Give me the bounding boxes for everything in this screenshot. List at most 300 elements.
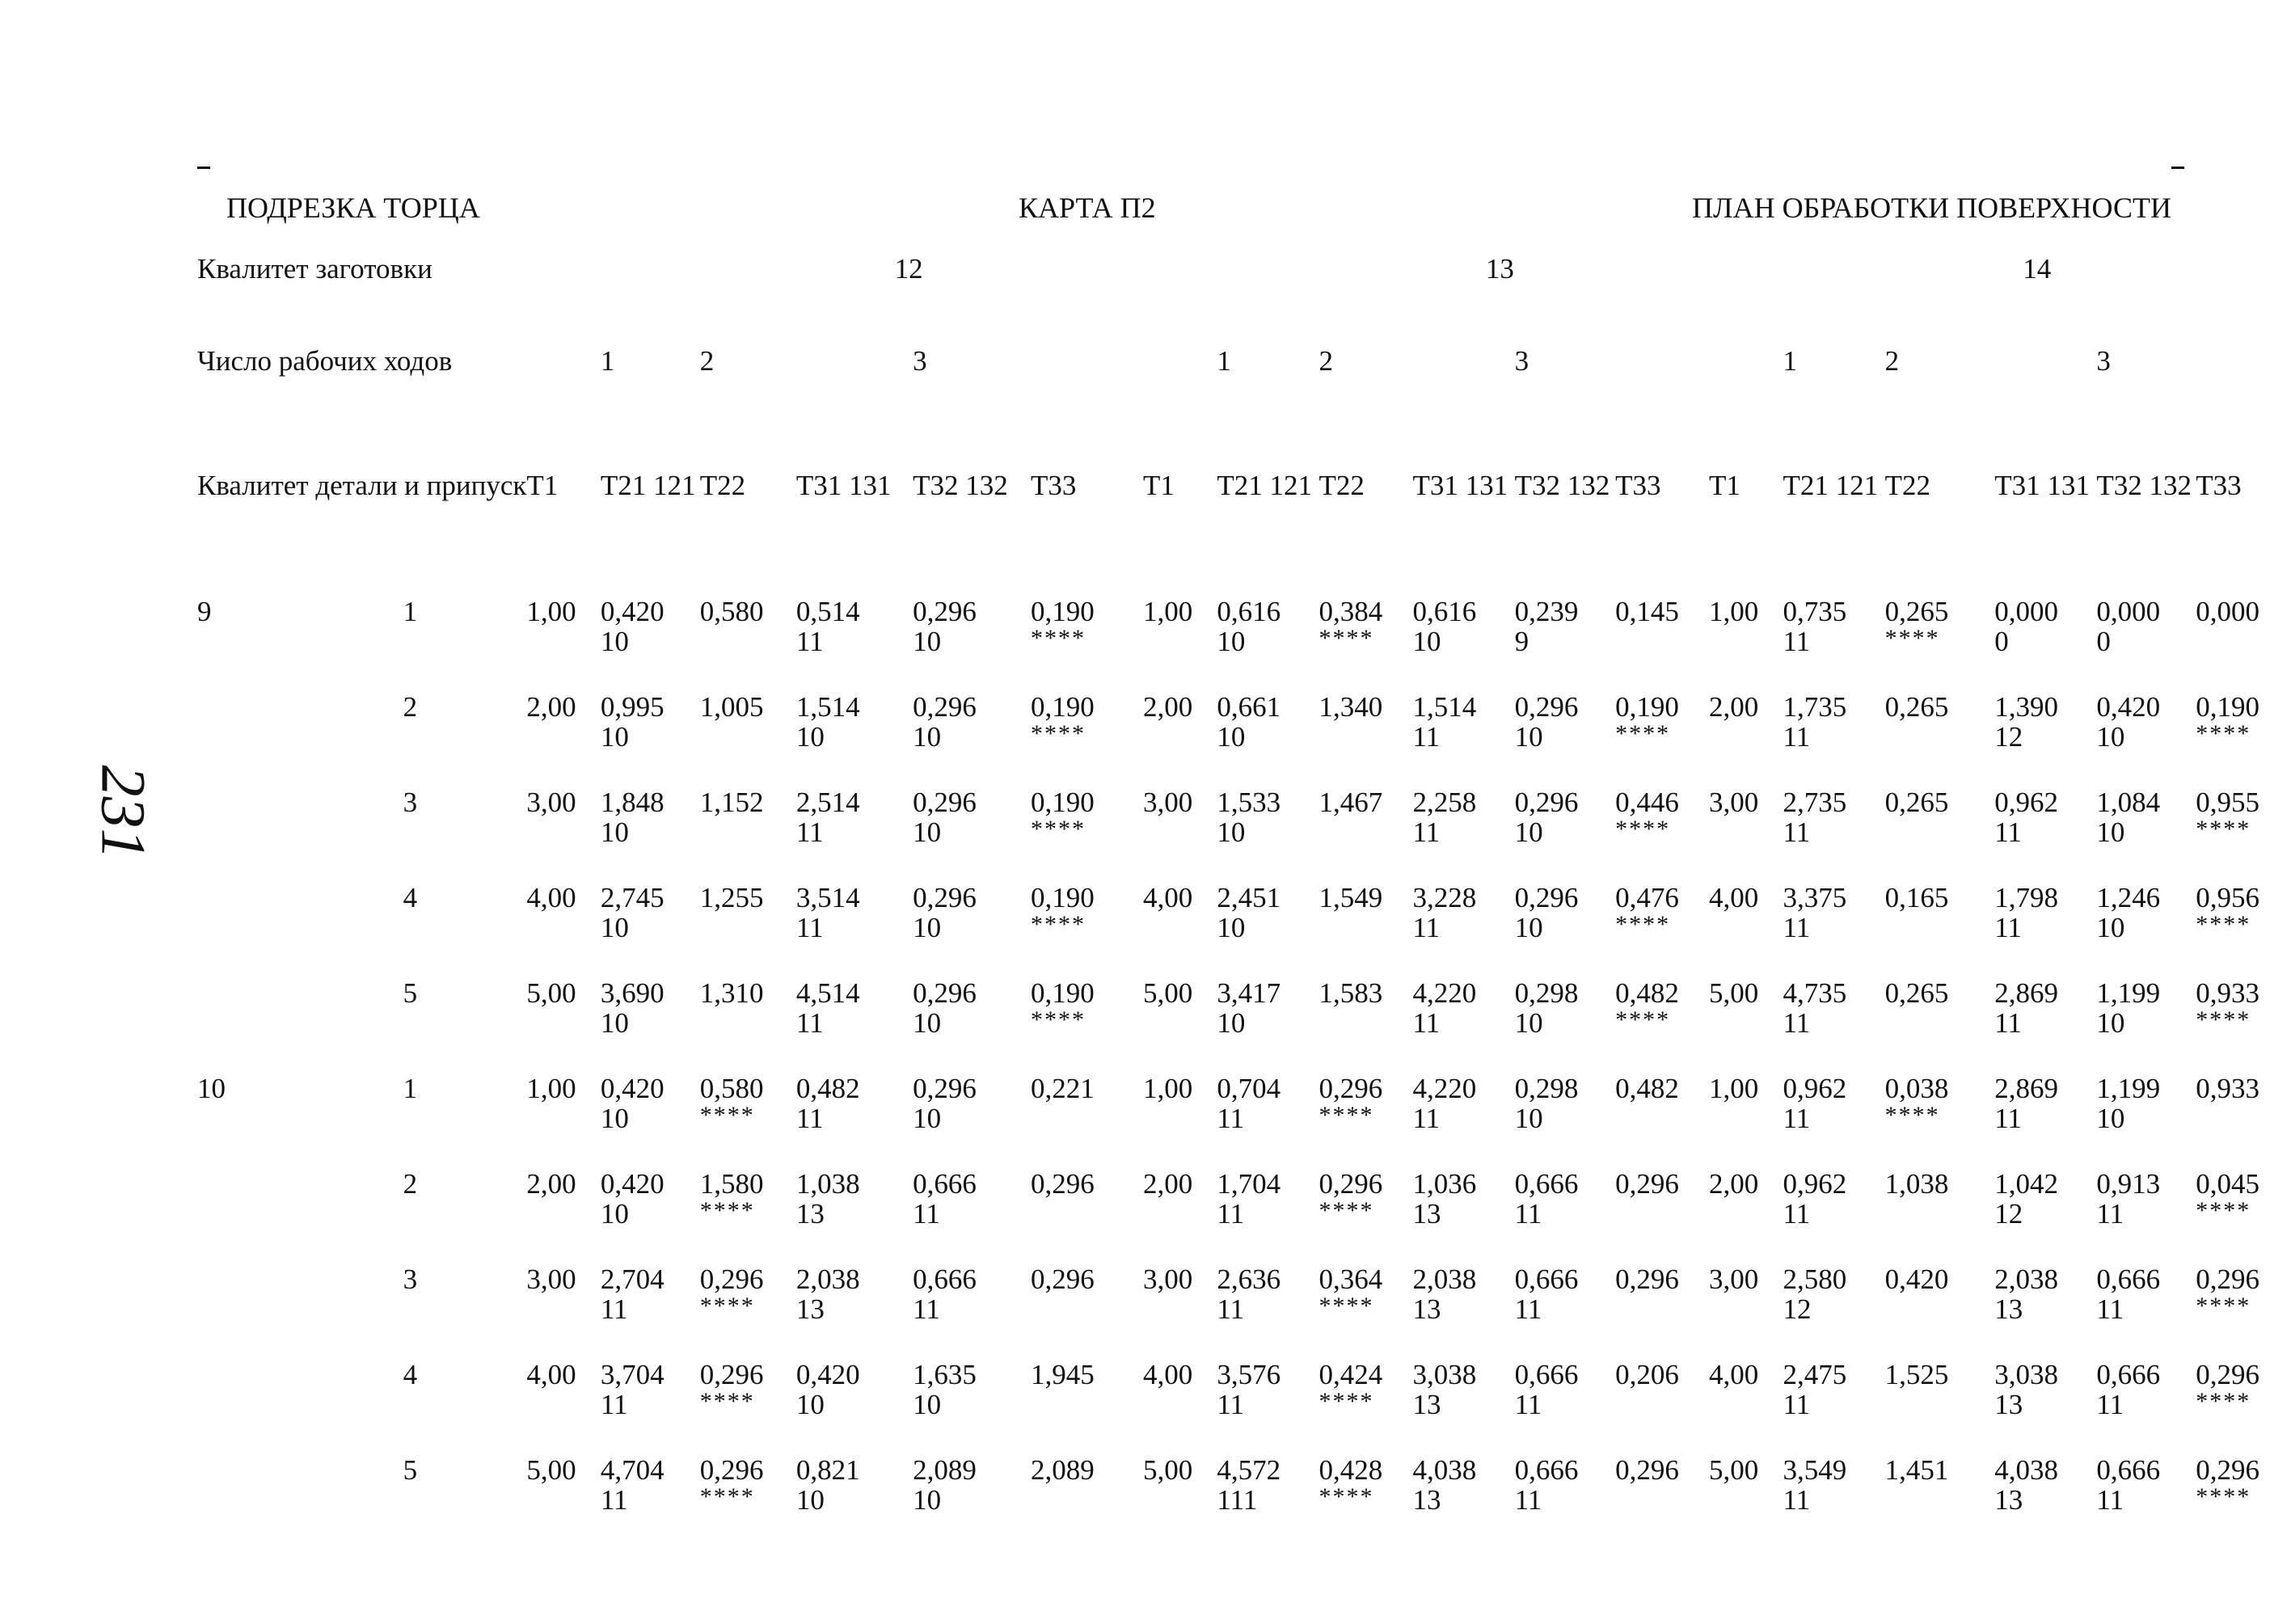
allowance-value: 2,089 [913, 1454, 977, 1486]
value-cell [1709, 878, 1783, 973]
allowance-value: 4,572 [1217, 1454, 1281, 1486]
achieved-quality-value: 10 [1412, 626, 1441, 657]
value-cell [2196, 878, 2291, 973]
value-cell [1319, 782, 1413, 878]
pass-number-cell: 5 [403, 977, 418, 1009]
value-cell [1031, 1259, 1143, 1355]
allowance-value: 4,00 [1709, 1359, 1759, 1390]
achieved-quality-value: 10 [1514, 816, 1543, 848]
part-quality-cell [197, 1259, 403, 1355]
allowance-value: 0,165 [1884, 882, 1949, 913]
allowance-value: 0,913 [2096, 1168, 2161, 1200]
value-cell [913, 1259, 1031, 1355]
achieved-quality-value: 11 [795, 1103, 824, 1134]
allowance-value: 1,848 [600, 787, 665, 818]
value-cell [796, 1450, 913, 1546]
allowance-value: 0,666 [1514, 1454, 1579, 1486]
achieved-quality-value: 11 [1783, 626, 1811, 657]
allowance-value: 0,296 [1615, 1454, 1679, 1486]
value-cell [1515, 1450, 1616, 1546]
value-cell [601, 592, 700, 687]
pass-number-cell: 2 [403, 1168, 418, 1200]
achieved-quality-value: 11 [600, 1389, 628, 1420]
part-quality-cell [197, 687, 403, 782]
passes-row [197, 343, 2291, 467]
achieved-quality-value: 11 [1783, 1198, 1811, 1230]
quality-unachievable-mark: **** [2196, 1006, 2251, 1033]
quality-unachievable-mark: **** [1615, 816, 1671, 842]
achieved-quality-value: 11 [2096, 1293, 2124, 1325]
achieved-quality-value: 11 [795, 626, 824, 657]
value-cell [2096, 1450, 2196, 1546]
allowance-value: 1,635 [913, 1359, 977, 1390]
pass-count-13-2: 2 [1318, 345, 1334, 377]
value-cell [1143, 1069, 1217, 1164]
allowance-value: 0,190 [1031, 977, 1095, 1009]
quality-unachievable-mark: **** [699, 1293, 755, 1319]
allowance-value: 0,476 [1615, 882, 1679, 913]
allowance-value: 0,296 [913, 787, 977, 818]
achieved-quality-value: 11 [913, 1293, 940, 1325]
allowance-value: 0,482 [1615, 977, 1679, 1009]
table-row [197, 1355, 2291, 1450]
value-cell [1319, 1259, 1413, 1355]
achieved-quality-value: 0 [1994, 626, 2009, 657]
achieved-quality-value: 11 [1412, 816, 1441, 848]
allowance-value: 1,084 [2096, 787, 2161, 818]
allowance-value: 1,00 [1709, 1073, 1759, 1104]
achieved-quality-value: 10 [913, 721, 942, 753]
allowance-value: 0,661 [1217, 691, 1281, 723]
achieved-quality-value: 10 [2096, 816, 2125, 848]
table-row [197, 782, 2291, 878]
value-cell [1709, 1164, 1783, 1259]
value-cell [1615, 973, 1709, 1069]
value-cell [1994, 973, 2096, 1069]
table-row [197, 1450, 2291, 1546]
value-cell [913, 973, 1031, 1069]
allowance-value: 1,038 [1884, 1168, 1949, 1200]
value-cell [1031, 1069, 1143, 1164]
achieved-quality-value: 0 [2096, 626, 2111, 657]
value-cell [1319, 1069, 1413, 1164]
value-cell [1319, 878, 1413, 973]
allowance-value: 1,451 [1884, 1454, 1949, 1486]
allowance-value: 0,145 [1615, 596, 1679, 627]
allowance-value: 4,220 [1412, 977, 1477, 1009]
achieved-quality-value: 10 [2096, 912, 2125, 943]
column-header-12-2: Т21 121 [600, 470, 696, 501]
allowance-value: 3,514 [795, 882, 860, 913]
value-cell [1031, 1450, 1143, 1546]
allowance-value: 5,00 [1709, 977, 1759, 1009]
achieved-quality-value: 13 [1412, 1484, 1441, 1516]
allowance-value: 1,533 [1217, 787, 1281, 818]
part-quality-cell: 10 [197, 1073, 226, 1104]
value-cell [2096, 878, 2196, 973]
allowance-value: 2,745 [600, 882, 665, 913]
achieved-quality-value: 10 [913, 1389, 942, 1420]
value-cell [700, 1450, 796, 1546]
value-cell [700, 782, 796, 878]
allowance-value: 4,00 [1142, 1359, 1193, 1390]
allowance-value: 0,296 [1615, 1168, 1679, 1200]
allowance-value: 1,583 [1318, 977, 1383, 1009]
value-cell [526, 973, 600, 1069]
achieved-quality-value: 11 [2096, 1389, 2124, 1420]
column-header-14-1: Т1 [1709, 470, 1740, 501]
corner-mark-left [197, 167, 210, 169]
allowance-value: 3,576 [1217, 1359, 1281, 1390]
allowance-value: 0,038 [1884, 1073, 1949, 1104]
value-cell [913, 1164, 1031, 1259]
part-quality-cell [197, 1355, 403, 1450]
allowance-value: 1,704 [1217, 1168, 1281, 1200]
allowance-value: 0,265 [1884, 787, 1949, 818]
column-header-14-3: Т22 [1884, 470, 1930, 501]
allowance-value: 0,666 [913, 1168, 977, 1200]
value-cell [1217, 592, 1318, 687]
value-cell [1885, 973, 1995, 1069]
achieved-quality-value: 13 [1412, 1198, 1441, 1230]
achieved-quality-value: 12 [1994, 1198, 2023, 1230]
value-cell [1709, 973, 1783, 1069]
pass-count-14-1: 1 [1783, 345, 1797, 377]
achieved-quality-value: 11 [913, 1198, 940, 1230]
allowance-value: 2,00 [1709, 691, 1759, 723]
passes-label: Число рабочих ходов [197, 345, 453, 377]
value-cell [1615, 1069, 1709, 1164]
allowance-value: 0,704 [1217, 1073, 1281, 1104]
value-cell [796, 973, 913, 1069]
achieved-quality-value: 11 [1514, 1389, 1542, 1420]
allowance-value: 2,704 [600, 1263, 665, 1295]
part-quality-cell [197, 878, 403, 973]
allowance-value: 0,190 [1031, 787, 1095, 818]
value-cell [1143, 1164, 1217, 1259]
column-header-13-1: Т1 [1142, 470, 1175, 501]
allowance-value: 0,000 [2096, 596, 2161, 627]
value-cell [1615, 1259, 1709, 1355]
quality-unachievable-mark: **** [1318, 625, 1374, 652]
achieved-quality-value: 13 [1412, 1389, 1441, 1420]
value-cell [2196, 973, 2291, 1069]
quality-unachievable-mark: **** [1615, 911, 1671, 938]
value-cell [601, 973, 700, 1069]
value-cell [1412, 1069, 1514, 1164]
value-cell [1885, 687, 1995, 782]
value-cell [1515, 782, 1616, 878]
value-cell [1709, 1259, 1783, 1355]
allowance-value: 3,00 [1709, 787, 1759, 818]
value-cell [1885, 782, 1995, 878]
value-cell [913, 1355, 1031, 1450]
allowance-value: 0,298 [1514, 977, 1579, 1009]
value-cell [1709, 592, 1783, 687]
achieved-quality-value: 13 [795, 1198, 825, 1230]
value-cell [796, 878, 913, 973]
value-cell [1994, 592, 2096, 687]
allowance-value: 0,482 [1615, 1073, 1679, 1104]
value-cell [526, 1259, 600, 1355]
achieved-quality-value: 10 [1514, 1103, 1543, 1134]
allowance-value: 2,089 [1031, 1454, 1095, 1486]
value-cell [1615, 878, 1709, 973]
value-cell [1412, 1450, 1514, 1546]
value-cell [913, 687, 1031, 782]
value-cell [1783, 1355, 1884, 1450]
value-cell [913, 1450, 1031, 1546]
column-header-12-3: Т22 [699, 470, 746, 501]
quality-unachievable-mark: **** [1884, 625, 1940, 652]
value-cell [1217, 1259, 1318, 1355]
value-cell [1217, 687, 1318, 782]
allowance-value: 4,514 [795, 977, 860, 1009]
achieved-quality-value: 13 [1994, 1389, 2023, 1420]
achieved-quality-value: 12 [1783, 1293, 1812, 1325]
value-cell [1994, 1450, 2096, 1546]
value-cell [1885, 592, 1995, 687]
value-cell [601, 687, 700, 782]
value-cell [1143, 1259, 1217, 1355]
allowance-value: 4,220 [1412, 1073, 1477, 1104]
allowance-value: 0,420 [795, 1359, 860, 1390]
achieved-quality-value: 10 [600, 912, 629, 943]
value-cell [1412, 878, 1514, 973]
value-cell [2096, 973, 2196, 1069]
allowance-value: 0,190 [1615, 691, 1679, 723]
quality-unachievable-mark: **** [1031, 625, 1086, 652]
allowance-value: 0,296 [699, 1263, 764, 1295]
table-row [197, 687, 2291, 782]
part-quality-label: Квалитет детали и припуск [197, 470, 527, 501]
achieved-quality-value: 10 [913, 1103, 942, 1134]
allowance-value: 2,869 [1994, 1073, 2058, 1104]
value-cell [1615, 1450, 1709, 1546]
allowance-value: 1,945 [1031, 1359, 1095, 1390]
value-cell [2196, 782, 2291, 878]
allowance-value: 0,206 [1615, 1359, 1679, 1390]
allowance-value: 2,00 [526, 691, 576, 723]
value-cell [1217, 1355, 1318, 1450]
achieved-quality-value: 10 [600, 1007, 629, 1039]
pass-number-cell: 5 [403, 1454, 418, 1486]
allowance-value: 0,296 [913, 691, 977, 723]
allowance-value: 3,00 [1142, 1263, 1193, 1295]
value-cell [1143, 878, 1217, 973]
allowance-value: 0,239 [1514, 596, 1579, 627]
value-cell [796, 592, 913, 687]
allowance-value: 2,869 [1994, 977, 2058, 1009]
quality-unachievable-mark: **** [2196, 1483, 2251, 1510]
achieved-quality-value: 111 [1217, 1484, 1258, 1516]
allowance-value: 1,036 [1412, 1168, 1477, 1200]
value-cell [2196, 1355, 2291, 1450]
allowance-value: 0,616 [1412, 596, 1477, 627]
achieved-quality-value: 11 [600, 1293, 628, 1325]
allowance-value: 4,735 [1783, 977, 1847, 1009]
allowance-value: 0,420 [2096, 691, 2161, 723]
value-cell [2196, 1259, 2291, 1355]
value-cell [700, 1259, 796, 1355]
table-row [197, 1069, 2291, 1164]
allowance-value: 2,580 [1783, 1263, 1847, 1295]
part-quality-cell [197, 782, 403, 878]
value-cell [1615, 1164, 1709, 1259]
achieved-quality-value: 11 [795, 1007, 824, 1039]
value-cell [1994, 1164, 2096, 1259]
blank-quality-13: 13 [1485, 253, 1514, 285]
value-cell [1994, 782, 2096, 878]
allowance-value: 2,636 [1217, 1263, 1281, 1295]
value-cell [796, 1164, 913, 1259]
achieved-quality-value: 11 [1994, 816, 2022, 848]
allowance-value: 0,666 [1514, 1263, 1579, 1295]
achieved-quality-value: 13 [1412, 1293, 1441, 1325]
quality-unachievable-mark: **** [1615, 720, 1671, 747]
achieved-quality-value: 12 [1994, 721, 2023, 753]
value-cell [526, 782, 600, 878]
pass-number-cell: 2 [403, 691, 418, 723]
header-center-title: КАРТА П2 [1019, 192, 1156, 224]
quality-unachievable-mark: **** [1031, 1006, 1086, 1033]
value-cell [1515, 1259, 1616, 1355]
pass-number-cell: 3 [403, 1263, 418, 1295]
value-cell [1217, 1069, 1318, 1164]
value-cell [1615, 1355, 1709, 1450]
achieved-quality-value: 10 [600, 816, 629, 848]
allowance-value: 0,296 [699, 1454, 764, 1486]
quality-unachievable-mark: **** [699, 1483, 755, 1510]
allowance-value: 1,340 [1318, 691, 1383, 723]
value-cell [1994, 687, 2096, 782]
part-quality-cell [197, 1164, 403, 1259]
achieved-quality-value: 11 [795, 912, 824, 943]
column-header-12-5: Т32 132 [913, 470, 1008, 501]
pass-count-14-2: 2 [1884, 345, 1900, 377]
allowance-value: 0,956 [2196, 882, 2259, 913]
allowance-value: 1,525 [1884, 1359, 1949, 1390]
value-cell [1217, 1164, 1318, 1259]
allowance-value: 1,246 [2096, 882, 2161, 913]
value-cell [1031, 1164, 1143, 1259]
value-cell [1783, 1450, 1884, 1546]
value-cell [1515, 1355, 1616, 1450]
value-cell [796, 1259, 913, 1355]
achieved-quality-value: 10 [600, 721, 629, 753]
allowance-value: 3,00 [526, 787, 576, 818]
allowance-value: 3,00 [1142, 787, 1193, 818]
allowance-value: 0,666 [2096, 1454, 2161, 1486]
allowance-value: 0,616 [1217, 596, 1281, 627]
achieved-quality-value: 9 [1514, 626, 1529, 657]
allowance-value: 0,420 [1884, 1263, 1949, 1295]
allowance-value: 0,265 [1884, 596, 1949, 627]
achieved-quality-value: 10 [1217, 1007, 1246, 1039]
value-cell [2096, 1069, 2196, 1164]
value-cell [1709, 1450, 1783, 1546]
achieved-quality-value: 11 [1412, 1103, 1441, 1134]
value-cell [1885, 1450, 1995, 1546]
allowance-value: 2,258 [1412, 787, 1477, 818]
achieved-quality-value: 10 [913, 1007, 942, 1039]
allowance-value: 3,375 [1783, 882, 1847, 913]
allowance-value: 4,00 [1709, 882, 1759, 913]
pass-number-cell: 4 [403, 1359, 418, 1390]
value-cell [1031, 1355, 1143, 1450]
value-cell [526, 1164, 600, 1259]
allowance-value: 0,296 [2196, 1454, 2259, 1486]
achieved-quality-value: 11 [1994, 1103, 2022, 1134]
allowance-value: 0,955 [2196, 787, 2259, 818]
pass-count-12-3: 3 [913, 345, 927, 377]
value-cell [1319, 973, 1413, 1069]
allowance-value: 0,190 [1031, 691, 1095, 723]
allowance-value: 1,00 [1709, 596, 1759, 627]
value-cell [526, 878, 600, 973]
allowance-value: 0,482 [795, 1073, 860, 1104]
quality-unachievable-mark: **** [1318, 1197, 1374, 1224]
achieved-quality-value: 11 [1412, 1007, 1441, 1039]
allowance-value: 0,296 [1318, 1073, 1383, 1104]
value-cell [1412, 1164, 1514, 1259]
value-cell [601, 1355, 700, 1450]
achieved-quality-value: 11 [1514, 1198, 1542, 1230]
achieved-quality-value: 10 [1217, 816, 1246, 848]
achieved-quality-value: 13 [795, 1293, 825, 1325]
value-cell [1709, 782, 1783, 878]
achieved-quality-value: 10 [913, 912, 942, 943]
value-cell [1783, 1069, 1884, 1164]
value-cell [1319, 687, 1413, 782]
value-cell [2096, 782, 2196, 878]
allowance-value: 4,00 [526, 882, 576, 913]
allowance-value: 0,190 [1031, 596, 1095, 627]
allowance-value: 0,446 [1615, 787, 1679, 818]
allowance-value: 1,152 [699, 787, 764, 818]
achieved-quality-value: 11 [1217, 1103, 1245, 1134]
allowance-value: 1,580 [699, 1168, 764, 1200]
allowance-value: 0,666 [2096, 1263, 2161, 1295]
value-cell [1143, 687, 1217, 782]
blank-quality-14: 14 [2023, 253, 2052, 285]
allowance-value: 1,310 [699, 977, 764, 1009]
value-cell [601, 782, 700, 878]
value-cell [526, 1355, 600, 1450]
value-cell [2196, 592, 2291, 687]
pass-count-14-3: 3 [2096, 345, 2111, 377]
allowance-value: 0,962 [1783, 1073, 1847, 1104]
value-cell [601, 878, 700, 973]
value-cell [796, 1355, 913, 1450]
achieved-quality-value: 11 [1217, 1293, 1245, 1325]
value-cell [1412, 687, 1514, 782]
column-header-12-6: Т33 [1031, 470, 1077, 501]
allowance-value: 1,255 [699, 882, 764, 913]
value-cell [1885, 1164, 1995, 1259]
value-cell [1412, 1259, 1514, 1355]
value-cell [1412, 1355, 1514, 1450]
value-cell [1783, 687, 1884, 782]
allowance-value: 0,666 [1514, 1359, 1579, 1390]
achieved-quality-value: 10 [2096, 721, 2125, 753]
table-row [197, 973, 2291, 1069]
value-cell [1994, 1069, 2096, 1164]
value-cell [2196, 687, 2291, 782]
pass-count-12-1: 1 [600, 345, 615, 377]
allowance-value: 0,296 [1514, 882, 1579, 913]
allowance-value: 0,221 [1031, 1073, 1095, 1104]
